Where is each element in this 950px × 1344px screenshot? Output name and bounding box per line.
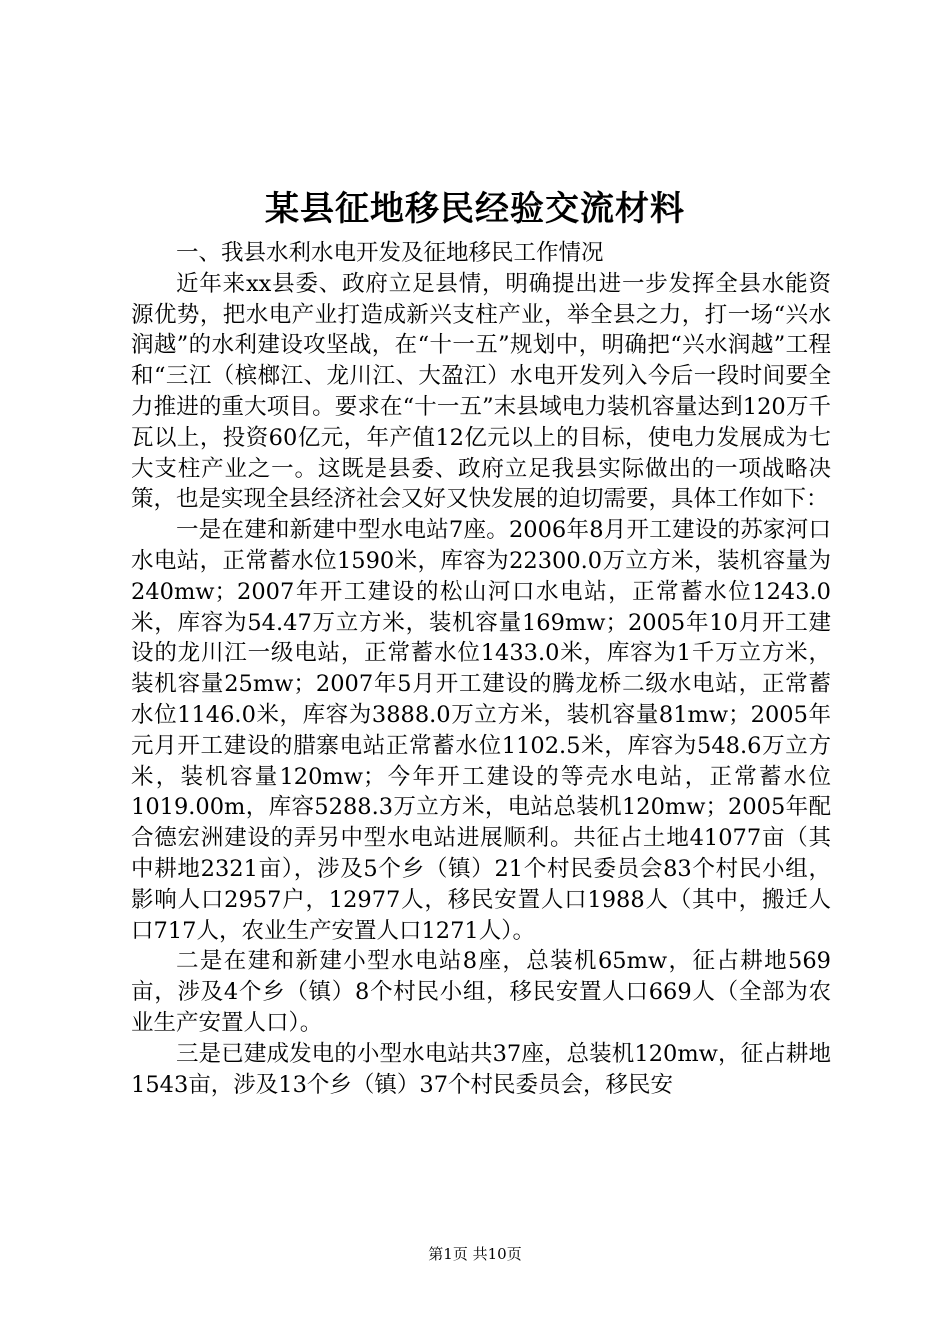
document-body xyxy=(131,238,831,1100)
page-footer: 第1页 共10页 xyxy=(428,1245,522,1263)
document-title: 某县征地移民经验交流材料 xyxy=(265,189,685,229)
section-heading: 一、我县水利水电开发及征地移民工作情况 xyxy=(176,240,604,266)
body-paragraph: 一是在建和新建中型水电站7座。2006年8月开工建设的苏家河口水电站，正常蓄水位1590米，库容为22300.0万立方米，装机容量为240mw；2007年开工建设的松山河口水电站，正常蓄水位1243.0米，库容为54.47万立方米，装机容量169mw；2005年10月开工建设的龙川江一级电站，正常蓄水位1433.0米，库容为1千万立方米，装机容量25mw；2007年5月开工建设的腾龙桥二级水电站，正常蓄水位1146.0米，库容为3888.0万立方米，装机容量81mw；2005年元月开工建设的腊寨电站正常蓄水位1102.5米，库容为548.6万立方米，装机容量120mw；今年开工建设的等壳水电站，正常蓄水位1019.00m，库容5288.3万立方米，电站总装机120mw；2005年配合德宏洲建设的弄另中型水电站进展顺利。共征占土地41077亩（其中耕地2321亩），涉及5个乡（镇）21个村民委员会83个村民小组，影响人口2957户，12977人，移民安置人口1988人（其中，搬迁人口717人，农业生产安置人口1271人）。 xyxy=(131,517,831,944)
body-paragraph: 近年来xx县委、政府立足县情，明确提出进一步发挥全县水能资源优势，把水电产业打造成新兴支柱产业，举全县之力，打一场“兴水润越”的水利建设攻坚战，在“十一五”规划中，明确把“兴水润越”工程和“三江（槟榔江、龙川江、大盈江）水电开发列入今后一段时间要全力推进的重大项目。要求在“十一五”末县域电力装机容量达到120万千瓦以上，投资60亿元，年产值12亿元以上的目标，使电力发展成为七大支柱产业之一。这既是县委、政府立足我县实际做出的一项战略决策，也是实现全县经济社会又好又快发展的迫切需要，具体工作如下： xyxy=(131,270,831,513)
body-paragraph: 二是在建和新建小型水电站8座，总装机65mw，征占耕地569亩，涉及4个乡（镇）8个村民小组，移民安置人口669人（全部为农业生产安置人口）。 xyxy=(131,948,831,1036)
body-paragraph: 三是已建成发电的小型水电站共37座，总装机120mw，征占耕地1543亩，涉及13个乡（镇）37个村民委员会，移民安 xyxy=(131,1040,831,1098)
